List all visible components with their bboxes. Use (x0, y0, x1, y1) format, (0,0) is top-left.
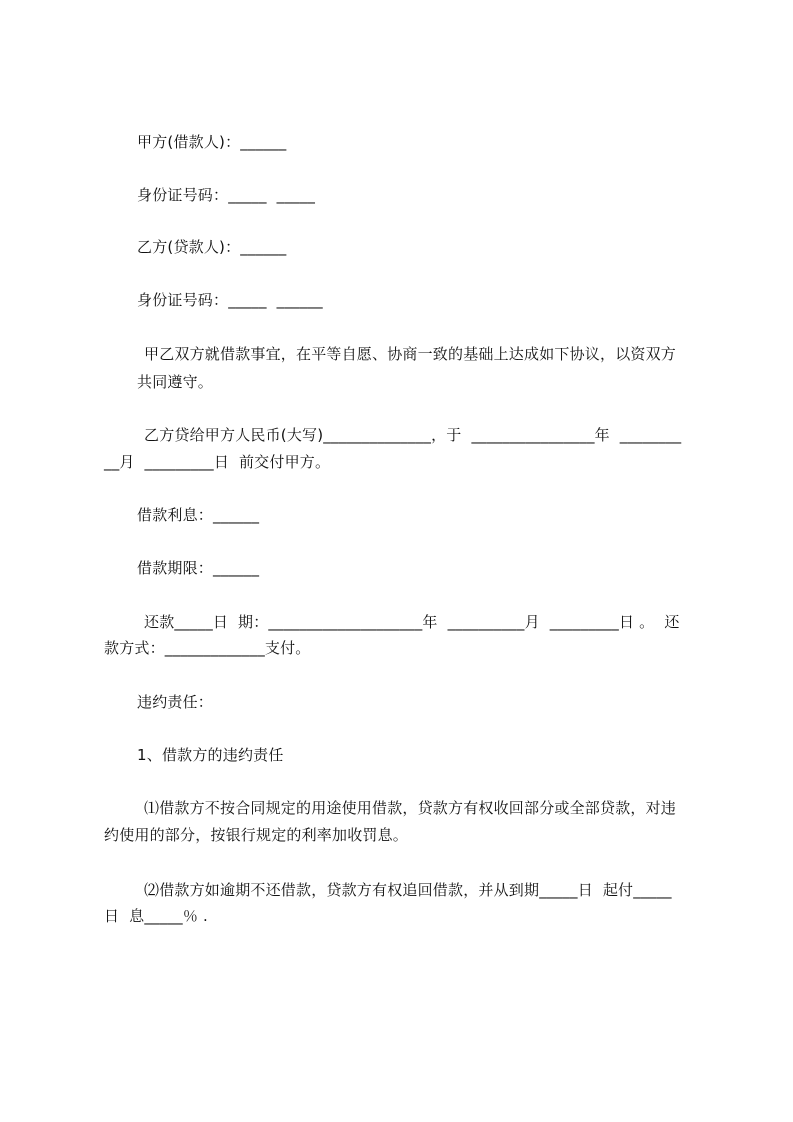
interest-line: 借款利息：______ (137, 506, 260, 524)
repayment-line-2: 款方式：_____________支付。 (104, 639, 311, 657)
breach-1-1-line-2: 约使用的部分，按银行规定的利率加收罚息。 (104, 826, 409, 844)
loan-amount-line-1: 乙方贷给甲方人民币(大写)______________，于 ________________年 ________ (144, 426, 682, 444)
party-b-line: 乙方(贷款人)：______ (137, 238, 287, 256)
intro-line-1: 甲乙双方就借款事宜，在平等自愿、协商一致的基础上达成如下协议，以资双方 (144, 345, 677, 363)
party-a-id-line: 身份证号码：_____ _____ (137, 186, 316, 204)
breach-1-2-line-1: ⑵借款方如逾期不还借款，贷款方有权追回借款，并从到期_____日 起付_____ (144, 881, 672, 899)
party-a-line: 甲方(借款人)：______ (137, 133, 287, 151)
intro-line-2: 共同遵守。 (137, 373, 214, 391)
breach-1-2-line-2: 日 息_____％ . (104, 907, 208, 925)
breach-1-1-line-1: ⑴借款方不按合同规定的用途使用借款，贷款方有权收回部分或全部贷款，对违 (144, 799, 677, 817)
term-line: 借款期限：______ (137, 559, 260, 577)
party-b-id-line: 身份证号码：_____ ______ (137, 291, 323, 309)
breach-item-1: 1、借款方的违约责任 (137, 746, 284, 764)
breach-title: 违约责任： (137, 693, 214, 711)
repayment-line-1: 还款_____日 期：____________________年 __________月 _________日 。 还 (144, 613, 680, 631)
loan-amount-line-2: __月 _________日 前交付甲方。 (104, 453, 331, 471)
